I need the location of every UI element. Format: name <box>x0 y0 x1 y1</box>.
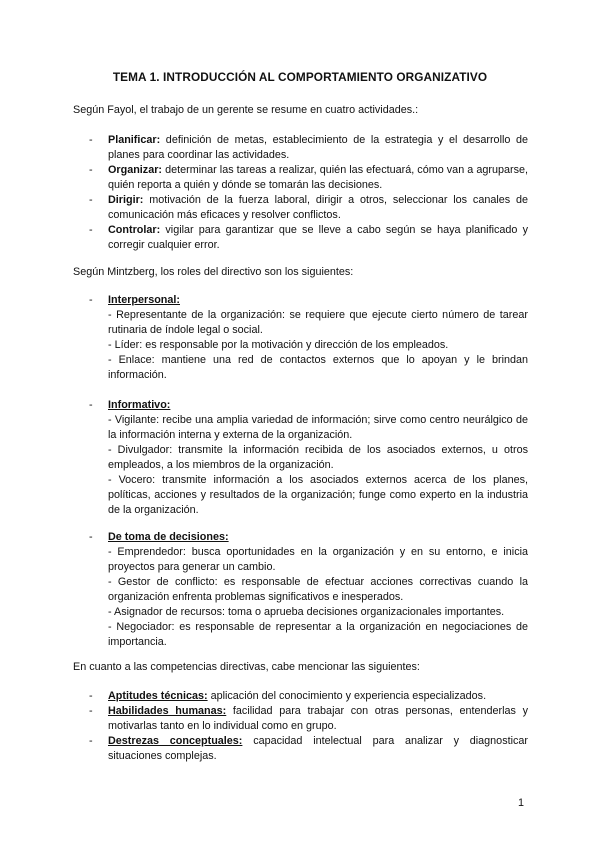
mintzberg-informativo <box>73 398 528 518</box>
competencias-list <box>73 689 528 764</box>
list-item <box>73 734 528 764</box>
sub-item: - Divulgador: transmite la información recibida de los asociados externos, u otros empleados, a los miembros de la organización. <box>108 444 528 471</box>
fayol-intro: Según Fayol, el trabajo de un gerente se resume en cuatro actividades.: <box>73 104 419 116</box>
list-item-term: Organizar: <box>108 164 162 176</box>
page-number: 1 <box>518 797 525 809</box>
list-item-text: determinar las tareas a realizar, quién las efectuará, cómo van a agruparse, quién reporta a quién y dónde se tomarán las decisiones. <box>108 164 528 191</box>
list-item <box>73 704 528 734</box>
list-item-text: facilidad para trabajar con otras personas, entenderlas y motivarlas tanto en lo individual como en grupo. <box>108 705 528 732</box>
list-item-text: aplicación del conocimiento y experiencia especializados. <box>207 690 487 702</box>
list-item-text: motivación de la fuerza laboral, dirigir a otros, seleccionar los canales de comunicación más eficaces y resolver conflictos. <box>108 194 528 221</box>
list-item-term: Dirigir: <box>108 194 144 206</box>
sub-item: - Vigilante: recibe una amplia variedad de información; sirve como centro neurálgico de la información interna y externa de la organización. <box>108 414 528 441</box>
fayol-list <box>73 133 528 253</box>
sub-item: - Representante de la organización: se requiere que ejecute cierto número de tarear rutinaria de índole legal o social. <box>108 309 528 336</box>
list-item <box>73 193 528 223</box>
list-item <box>73 163 528 193</box>
list-item-term: Interpersonal: <box>108 294 180 306</box>
sub-item: - Asignador de recursos: toma o aprueba decisiones organizacionales importantes. <box>108 606 505 618</box>
mintzberg-interpersonal <box>73 293 528 383</box>
list-item-term: Controlar: <box>108 224 161 236</box>
list-item <box>73 133 528 163</box>
list-item-term: Habilidades humanas: <box>108 705 227 717</box>
sub-item: - Vocero: transmite información a los asociados externos acerca de los planes, políticas, acciones y resultados de la organización; funge como experto en la industria de la organización. <box>108 474 528 516</box>
list-item-term: De toma de decisiones: <box>108 531 229 543</box>
list-item-term: Informativo: <box>108 399 171 411</box>
list-item-term: Planificar: <box>108 134 161 146</box>
list-item-text: definición de metas, establecimiento de la estrategia y el desarrollo de planes para coordinar las actividades. <box>108 134 528 161</box>
list-item <box>73 293 528 383</box>
list-item <box>73 223 528 253</box>
competencias-intro: En cuanto a las competencias directivas, cabe mencionar las siguientes: <box>73 661 420 673</box>
list-item-text: capacidad intelectual para analizar y diagnosticar situaciones complejas. <box>108 735 528 762</box>
sub-item: - Emprendedor: busca oportunidades en la organización y en su entorno, e inicia proyectos para generar un cambio. <box>108 546 528 573</box>
page-title: TEMA 1. INTRODUCCIÓN AL COMPORTAMIENTO ORGANIZATIVO <box>112 70 488 84</box>
sub-item: - Negociador: es responsable de representar a la organización en negociaciones de importancia. <box>108 621 528 648</box>
list-item-text: vigilar para garantizar que se lleve a cabo según se haya planificado y corregir cualquier error. <box>108 224 528 251</box>
mintzberg-decisiones <box>73 530 528 650</box>
list-item <box>73 530 528 650</box>
sub-item: - Enlace: mantiene una red de contactos externos que lo apoyan y le brindan información. <box>108 354 528 381</box>
sub-item: - Gestor de conflicto: es responsable de efectuar acciones correctivas cuando la organización enfrenta problemas significativos e inesperados. <box>108 576 528 603</box>
list-item-term: Aptitudes técnicas: <box>108 690 208 702</box>
list-item-term: Destrezas conceptuales: <box>108 735 243 747</box>
list-item <box>73 398 528 518</box>
sub-item: - Líder: es responsable por la motivación y dirección de los empleados. <box>108 339 449 351</box>
mintzberg-intro: Según Mintzberg, los roles del directivo son los siguientes: <box>73 266 354 278</box>
list-item <box>73 689 528 704</box>
